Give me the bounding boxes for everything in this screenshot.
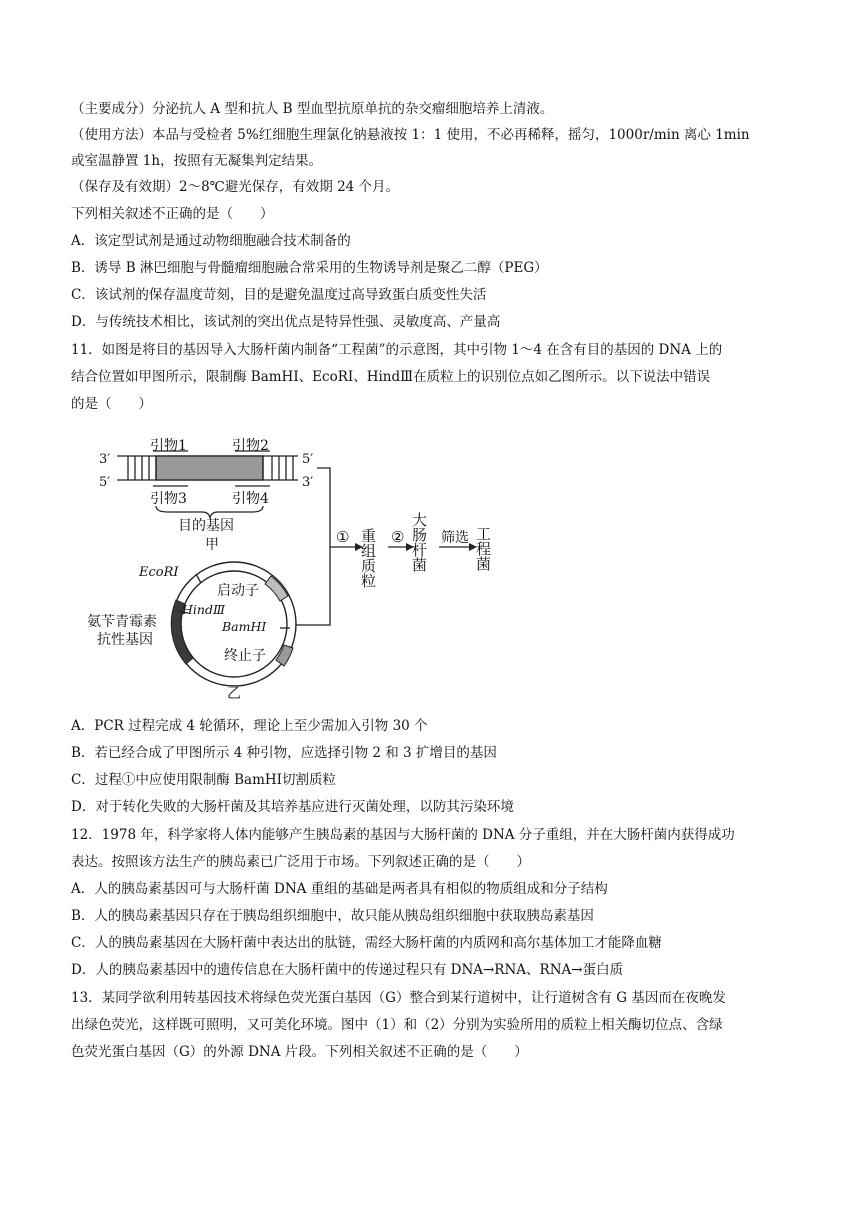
- connector: [296, 468, 330, 625]
- amp-resistance-label: 抗性基因: [97, 632, 153, 648]
- text-line: （保存及有效期）2～8℃避光保存，有效期 24 个月。: [71, 179, 400, 195]
- terminator-label: 终止子: [224, 648, 266, 664]
- gene-engineering-figure: [0, 430, 560, 710]
- strand-end-label: 3′: [99, 452, 111, 467]
- question-12-cont: 表达。按照该方法生产的胰岛素已广泛用于市场。下列叙述正确的是（ ）: [71, 854, 530, 870]
- target-gene-label: 目的基因: [178, 518, 234, 534]
- step-2-label: ②: [391, 528, 405, 546]
- option-b: B．若已经合成了甲图所示 4 种引物，应选择引物 2 和 3 扩增目的基因: [71, 745, 497, 761]
- question-13-cont: 出绿色荧光，这样既可照明，又可美化环境。图中（1）和（2）分别为实验所用的质粒上相关酶切位点、含绿: [71, 1017, 723, 1033]
- option-d: D．对于转化失败的大肠杆菌及其培养基应进行灭菌处理，以防其污染环境: [71, 799, 514, 815]
- primer-1-label: 引物1: [150, 438, 187, 454]
- text-line: （使用方法）本品与受检者 5%红细胞生理氯化钠悬液按 1：1 使用，不必再稀释，摇匀，1000r/min 离心 1min: [71, 127, 750, 143]
- option-a: A．该定型试剂是通过动物细胞融合技术制备的: [71, 233, 351, 249]
- strand-end-label: 5′: [302, 452, 314, 467]
- primer-3-label: 引物3: [150, 491, 187, 507]
- terminator-segment: [276, 645, 293, 666]
- bamhi-site-label: BamHⅠ: [222, 619, 267, 634]
- strand-end-label: 3′: [302, 475, 314, 490]
- question-13-cont: 色荧光蛋白基因（G）的外源 DNA 片段。下列相关叙述不正确的是（ ）: [71, 1044, 528, 1060]
- option-d: D．与传统技术相比，该试剂的突出优点是特异性强、灵敏度高、产量高: [71, 314, 501, 330]
- question-13: 13．某同学欲利用转基因技术将绿色荧光蛋白基因（G）整合到某行道树中，让行道树含有 G 基因而在夜晚发: [71, 990, 726, 1006]
- option-d: D．人的胰岛素基因中的遗传信息在大肠杆菌中的传递过程只有 DNA→RNA、RNA→蛋白质: [71, 962, 624, 978]
- step-1-label: ①: [336, 528, 350, 546]
- strand-end-label: 5′: [99, 475, 111, 490]
- text-line: 或室温静置 1h，按照有无凝集判定结果。: [71, 153, 323, 169]
- ecoli-label: 大肠杆菌: [410, 512, 428, 572]
- engineered-bacteria-label: 工程菌: [474, 526, 492, 571]
- primer-2-label: 引物2: [232, 438, 269, 454]
- screening-label: 筛选: [441, 530, 469, 546]
- option-c: C．过程①中应使用限制酶 BamHⅠ切割质粒: [71, 772, 336, 788]
- option-b: B．人的胰岛素基因只存在于胰岛组织细胞中，故只能从胰岛组织细胞中获取胰岛素基因: [71, 908, 594, 924]
- option-b: B．诱导 B 淋巴细胞与骨髓瘤细胞融合常采用的生物诱导剂是聚乙二醇（PEG）: [71, 260, 548, 276]
- promoter-label: 启动子: [217, 583, 259, 599]
- figure-yi-label: 乙: [227, 686, 241, 702]
- option-c: C．该试剂的保存温度苛刻，目的是避免温度过高导致蛋白质变性失活: [71, 287, 487, 303]
- target-gene-region: [156, 456, 263, 480]
- option-a: A．人的胰岛素基因可与大肠杆菌 DNA 重组的基础是两者具有相似的物质组成和分子结构: [71, 881, 608, 897]
- hindiii-site-label: HindⅢ: [182, 602, 226, 617]
- gene-brace: [156, 506, 263, 518]
- question-11-cont: 结合位置如甲图所示，限制酶 BamHⅠ、EcoRⅠ、HindⅢ在质粒上的识别位点如乙图所示。以下说法中错误: [71, 369, 711, 385]
- text-line: （主要成分）分泌抗人 A 型和抗人 B 型血型抗原单抗的杂交瘤细胞培养上清液。: [71, 101, 554, 117]
- question-11-cont: 的是（ ）: [71, 396, 152, 412]
- question-12: 12．1978 年，科学家将人体内能够产生胰岛素的基因与大肠杆菌的 DNA 分子重组，并在大肠杆菌内获得成功: [71, 827, 735, 843]
- option-a: A．PCR 过程完成 4 轮循环，理论上至少需加入引物 30 个: [71, 718, 428, 734]
- question-11: 11．如图是将目的基因导入大肠杆菌内制备“工程菌”的示意图，其中引物 1～4 在含有目的基因的 DNA 上的: [71, 342, 723, 358]
- figure-jia-label: 甲: [205, 537, 219, 553]
- question-prompt: 下列相关叙述不正确的是（ ）: [71, 206, 274, 222]
- ecori-site-label: EcoRⅠ: [139, 565, 179, 580]
- amp-resistance-label: 氨苄青霉素: [87, 614, 157, 630]
- recombinant-plasmid-label: 重组质粒: [359, 528, 377, 588]
- primer-4-label: 引物4: [232, 491, 269, 507]
- option-c: C．人的胰岛素基因在大肠杆菌中表达出的肽链，需经大肠杆菌的内质网和高尔基体加工才能降血糖: [71, 935, 662, 951]
